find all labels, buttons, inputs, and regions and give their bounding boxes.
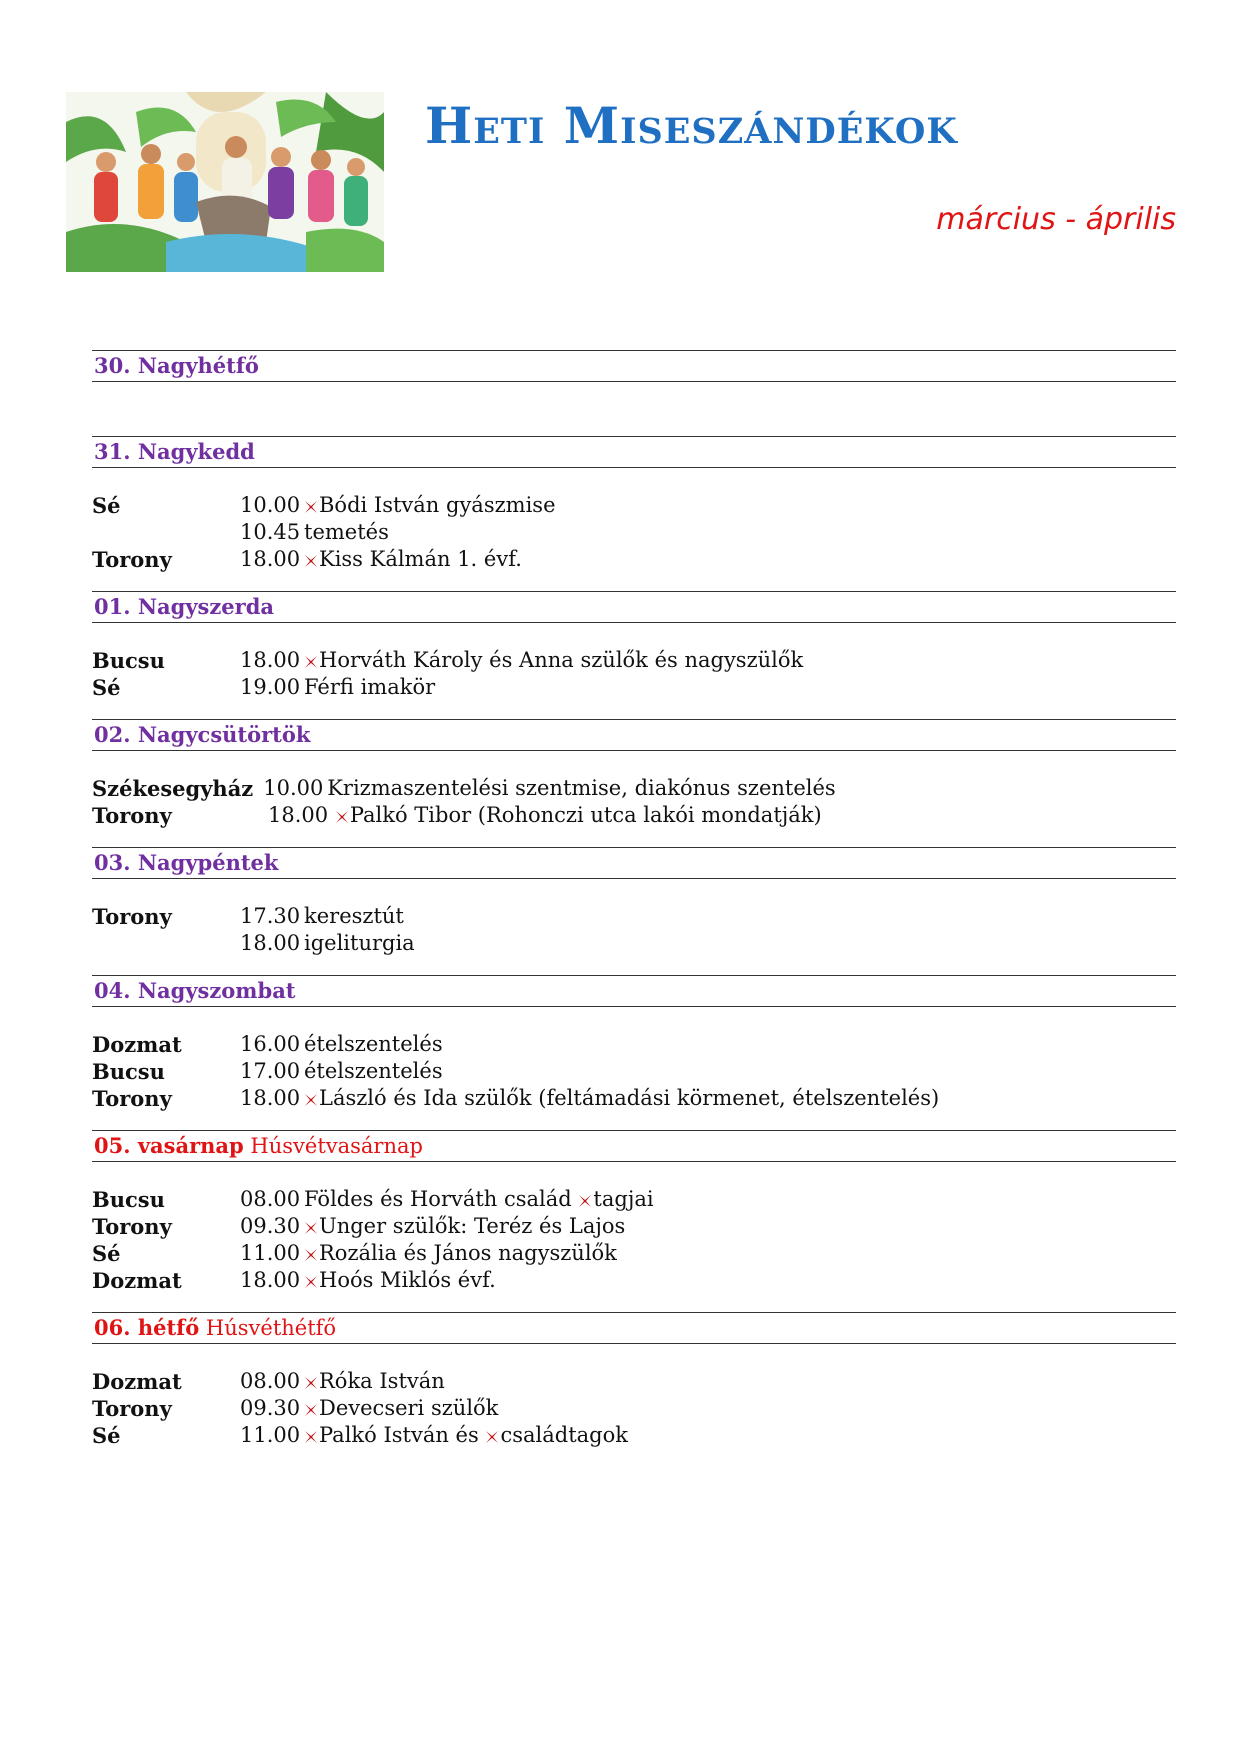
intention-text: Rozália és János nagyszülők [319, 1241, 617, 1265]
mass-time: 19.00 [240, 675, 301, 699]
maltese-cross-icon [305, 1377, 317, 1389]
mass-location: Torony [92, 904, 172, 929]
intention-text: Hoós Miklós évf. [319, 1268, 496, 1292]
mass-location: Dozmat [92, 1032, 182, 1057]
maltese-cross-icon [305, 1249, 317, 1261]
mass-intention [304, 1368, 1176, 1395]
mass-location: Sé [92, 675, 121, 700]
intention-text: Kiss Kálmán 1. évf. [319, 547, 522, 571]
mass-entry [92, 802, 1176, 829]
day-header [92, 975, 1176, 1007]
day-title: 03. Nagypéntek [94, 850, 279, 875]
mass-location: Székesegyház [92, 776, 254, 801]
day-header [92, 1312, 1176, 1344]
mass-location: Dozmat [92, 1369, 182, 1394]
day-section [92, 847, 1176, 975]
day-section [92, 1130, 1176, 1312]
mass-location: Torony [92, 547, 172, 572]
day-title: 30. Nagyhétfő [94, 353, 259, 378]
mass-intention [304, 1186, 1176, 1213]
mass-time: 18.00 [240, 1086, 301, 1110]
mass-time: 18.00 [240, 1268, 301, 1292]
day-section [92, 591, 1176, 719]
intention-text: Unger szülők: Teréz és Lajos [319, 1214, 626, 1238]
mass-time: 08.00 [240, 1369, 301, 1393]
mass-location [92, 519, 240, 546]
intention-text: Bódi István gyászmise [319, 493, 556, 517]
intention-text: László és Ida szülők (feltámadási körmenet, ételszentelés) [319, 1086, 940, 1110]
mass-intention [304, 1395, 1176, 1422]
day-title: 31. Nagykedd [94, 439, 255, 464]
intention-text: ételszentelés [304, 1059, 443, 1083]
maltese-cross-icon [305, 1094, 317, 1106]
mass-intention [304, 930, 1176, 957]
mass-intention [304, 674, 1176, 701]
maltese-cross-icon [305, 501, 317, 513]
intention-text: ételszentelés [304, 1032, 443, 1056]
mass-entry [92, 1240, 1176, 1267]
day-entries [92, 382, 1176, 436]
mass-entry [92, 1058, 1176, 1085]
maltese-cross-icon [336, 811, 348, 823]
mass-time: 11.00 [240, 1423, 301, 1447]
day-section [92, 719, 1176, 847]
mass-intention [240, 802, 1176, 829]
day-title: 04. Nagyszombat [94, 978, 296, 1003]
day-section [92, 436, 1176, 591]
intention-text: Devecseri szülők [319, 1396, 499, 1420]
intention-text: Krizmaszentelési szentmise, diakónus szentelés [327, 776, 836, 800]
mass-location: Torony [92, 1214, 172, 1239]
mass-intention [304, 492, 1176, 519]
day-section [92, 1312, 1176, 1467]
maltese-cross-icon [486, 1431, 498, 1443]
mass-entry [92, 903, 1176, 930]
mass-location: Torony [92, 1086, 172, 1111]
intention-text: keresztút [304, 904, 404, 928]
mass-entry [92, 519, 1176, 546]
mass-location: Torony [92, 1396, 172, 1421]
day-title: 01. Nagyszerda [94, 594, 274, 619]
maltese-cross-icon [305, 656, 317, 668]
mass-entry [92, 1031, 1176, 1058]
day-header [92, 719, 1176, 751]
mass-intention [304, 1240, 1176, 1267]
mass-entry [92, 674, 1176, 701]
mass-time: 17.30 [240, 904, 301, 928]
mass-time: 11.00 [240, 1241, 301, 1265]
intention-text: családtagok [500, 1423, 628, 1447]
mass-location: Bucsu [92, 1187, 165, 1212]
day-header [92, 591, 1176, 623]
mass-entry [92, 1395, 1176, 1422]
page-subtitle: március - április [936, 202, 1176, 237]
day-title: 06. hétfő [94, 1315, 200, 1340]
mass-entry [92, 1267, 1176, 1294]
mass-intention [304, 903, 1176, 930]
mass-time: 10.00 [240, 493, 301, 517]
mass-entry [92, 1422, 1176, 1449]
mass-location: Sé [92, 493, 121, 518]
feast-name: Húsvétvasárnap [250, 1134, 423, 1158]
mass-time: 18.00 [268, 803, 329, 827]
mass-entry [92, 647, 1176, 674]
maltese-cross-icon [305, 1222, 317, 1234]
day-entries [92, 1007, 1176, 1130]
mass-location: Sé [92, 1241, 121, 1266]
mass-time: 09.30 [240, 1214, 301, 1238]
intention-text: Földes és Horváth család [304, 1187, 579, 1211]
day-header [92, 847, 1176, 879]
maltese-cross-icon [305, 555, 317, 567]
intention-text: igeliturgia [304, 931, 415, 955]
schedule [92, 350, 1176, 1467]
day-header [92, 350, 1176, 382]
mass-entry [92, 930, 1176, 957]
mass-time: 17.00 [240, 1059, 301, 1083]
day-title: 02. Nagycsütörtök [94, 722, 311, 747]
mass-intention [304, 647, 1176, 674]
intention-text: Horváth Károly és Anna szülők és nagyszülők [319, 648, 804, 672]
intention-text: Róka István [319, 1369, 445, 1393]
mass-location: Bucsu [92, 648, 165, 673]
mass-time: 18.00 [240, 547, 301, 571]
mass-entry [92, 1186, 1176, 1213]
maltese-cross-icon [305, 1276, 317, 1288]
mass-time: 18.00 [240, 931, 301, 955]
maltese-cross-icon [305, 1431, 317, 1443]
intention-text: Palkó István és [319, 1423, 486, 1447]
intention-text: Férfi imakör [304, 675, 436, 699]
mass-intention [304, 1031, 1176, 1058]
day-title: 05. vasárnap [94, 1133, 244, 1158]
mass-time: 08.00 [240, 1187, 301, 1211]
day-entries [92, 468, 1176, 591]
mass-location: Sé [92, 1423, 121, 1448]
feast-name: Húsvéthétfő [205, 1316, 337, 1340]
mass-intention [304, 1422, 1176, 1449]
intention-text: temetés [304, 520, 389, 544]
day-header [92, 436, 1176, 468]
mass-location: Dozmat [92, 1268, 182, 1293]
day-section [92, 350, 1176, 436]
maltese-cross-icon [579, 1195, 591, 1207]
day-header [92, 1130, 1176, 1162]
mass-entry [92, 1085, 1176, 1112]
intention-text: Palkó Tibor (Rohonczi utca lakói mondatják) [349, 803, 822, 827]
mass-entry [92, 492, 1176, 519]
page-title: Heti Miseszándékok [425, 96, 958, 155]
day-section [92, 975, 1176, 1130]
mass-intention [304, 1085, 1176, 1112]
intention-text: tagjai [593, 1187, 654, 1211]
mass-time: 16.00 [240, 1032, 301, 1056]
mass-location [92, 930, 240, 957]
mass-location: Bucsu [92, 1059, 165, 1084]
maltese-cross-icon [305, 1404, 317, 1416]
mass-time: 10.45 [240, 520, 301, 544]
day-entries [92, 751, 1176, 847]
day-entries [92, 1344, 1176, 1467]
mass-entry [92, 1213, 1176, 1240]
mass-time: 10.00 [263, 776, 324, 800]
mass-intention [304, 519, 1176, 546]
mass-intention [304, 1213, 1176, 1240]
mass-intention [327, 775, 1176, 802]
mass-time: 09.30 [240, 1396, 301, 1420]
day-entries [92, 1162, 1176, 1312]
day-entries [92, 879, 1176, 975]
mass-intention [304, 1267, 1176, 1294]
mass-location: Torony [92, 803, 172, 828]
mass-entry [92, 1368, 1176, 1395]
day-entries [92, 623, 1176, 719]
mass-intention [304, 1058, 1176, 1085]
mass-entry [92, 546, 1176, 573]
palm-sunday-illustration [66, 92, 384, 272]
mass-entry [92, 775, 1176, 802]
mass-time: 18.00 [240, 648, 301, 672]
mass-intention [304, 546, 1176, 573]
